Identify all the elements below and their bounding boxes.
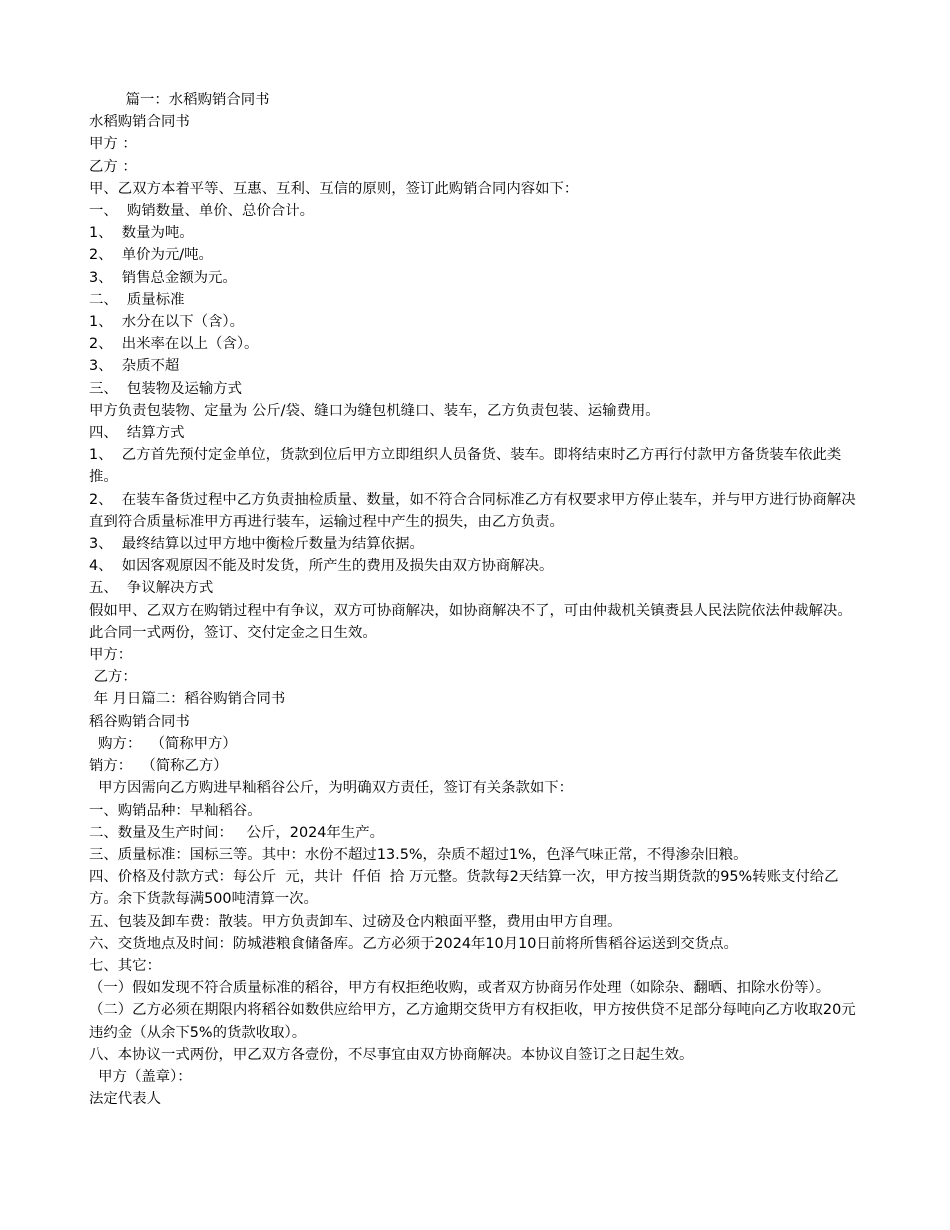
signature-party-a: 甲方： [89,647,133,664]
clause-item: 2、 在装车备货过程中乙方负责抽检质量、数量，如不符合合同标准乙方有权要求甲方停止装车，并与甲方进行协商解决直到符合质量标准甲方再进行装车，运输过程中产生的损失，由乙方负责。 [89,491,856,530]
clause-item: （一）假如发现不符合质量标准的稻谷，甲方有权拒绝收购，或者双方协商另作处理（如除杂、翻晒、扣除水份等）。 [89,980,831,997]
preamble: 甲方因需向乙方购进早籼稻谷公斤，为明确双方责任，签订有关条款如下： [89,780,574,797]
signature-party-a-seal: 甲方（盖章）： [89,1068,192,1085]
signature-party-b: 乙方： [89,669,137,686]
clause-item: 3、 最终结算以过甲方地中衡检斤数量为结算依据。 [89,536,424,553]
document-page [89,89,866,1110]
clause-heading-quality: 二、 质量标准 [89,291,185,308]
party-a-label: 甲方 ： [89,136,137,153]
contract-title-paddy: 稻谷购销合同书 [89,713,190,730]
clause-item: （二）乙方必须在期限内将稻谷如数供应给甲方，乙方逾期交货甲方有权拒收，甲方按供贷不足部分每吨向乙方收取20元违约金（从余下5%的货款收取）。 [89,1002,856,1041]
clause-text: 甲方负责包装物、定量为 公斤/袋、缝口为缝包机缝口、装车，乙方负责包装、运输费用。 [89,402,660,419]
legal-representative-label: 法定代表人 [89,1091,161,1108]
clause-item: 六、交货地点及时间：防城港粮食储备库。乙方必须于2024年10月10日前将所售稻谷运送到交货点。 [89,935,738,952]
clause-item: 4、 如因客观原因不能及时发货，所产生的费用及损失由双方协商解决。 [89,558,554,575]
date-and-section-title-part-two: 年 月日篇二：稻谷购销合同书 [89,691,286,708]
buyer-label: 购方： （简称甲方） [89,735,237,752]
clause-item: 一、购销品种：早籼稻谷。 [89,802,262,819]
clause-item: 八、本协议一式两份，甲乙双方各壹份，不尽事宜由双方协商解决。本协议自签订之日起生效。 [89,1046,694,1063]
clause-item: 2、 单价为元/吨。 [89,247,213,264]
clause-item: 1、 数量为吨。 [89,225,194,242]
contract-title-rice: 水稻购销合同书 [89,114,190,131]
clause-heading-settlement: 四、 结算方式 [89,425,185,442]
preamble: 甲、乙双方本着平等、互惠、互利、互信的原则，签订此购销合同内容如下： [89,180,579,197]
clause-item: 二、数量及生产时间： 公斤，2024年生产。 [89,824,384,841]
clause-item: 四、价格及付款方式：每公斤 元，共计 仟佰 拾 万元整。货款每2天结算一次，甲方按当期货款的95%转账支付给乙方。余下货款每满500吨清算一次。 [89,869,839,908]
clause-item: 五、包装及卸车费：散装。甲方负责卸车、过磅及仓内粮面平整，费用由甲方自理。 [89,913,622,930]
clause-item: 1、 乙方首先预付定金单位，货款到位后甲方立即组织人员备货、装车。即将结束时乙方再行付款甲方备货装车依此类推。 [89,447,842,486]
clause-heading-dispute: 五、 争议解决方式 [89,580,214,597]
clause-heading-other: 七、其它： [89,957,161,974]
clause-item: 3、 杂质不超 [89,358,180,375]
clause-heading-packaging: 三、 包装物及运输方式 [89,380,243,397]
clause-item: 2、 出米率在以上（含）。 [89,336,259,353]
seller-label: 销方： （简称乙方） [89,758,228,775]
clause-heading-quantity-price: 一、 购销数量、单价、总价合计。 [89,203,315,220]
clause-item: 1、 水分在以下（含）。 [89,314,245,331]
section-title-part-one: 篇一：水稻购销合同书 [89,92,270,108]
party-b-label: 乙方 ： [89,158,137,175]
clause-text: 假如甲、乙双方在购销过程中有争议，双方可协商解决，如协商解决不了，可由仲裁机关镇赉县人民法院依法仲裁解决。 此合同一式两份，签订、交付定金之日生效。 [89,602,866,641]
clause-item: 三、质量标准：国标三等。其中：水份不超过13.5%，杂质不超过1%，色泽气味正常，不得渗杂旧粮。 [89,846,748,863]
clause-item: 3、 销售总金额为元。 [89,269,237,286]
